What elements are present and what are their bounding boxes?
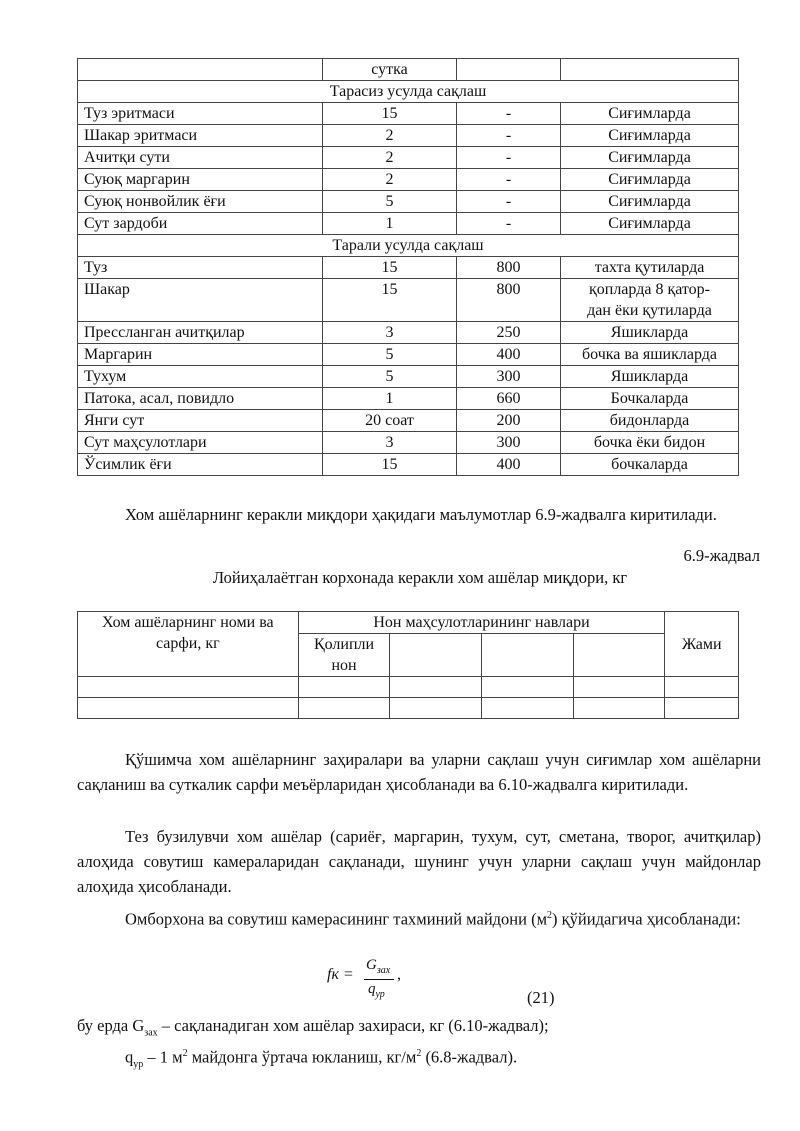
table-cell: Ачитқи сути xyxy=(78,147,323,169)
table-cell: Туз эритмаси xyxy=(78,103,323,125)
text: бу ерда G xyxy=(77,1016,145,1035)
table-cell: Сиғимларда xyxy=(561,125,739,147)
table-cell: Бочкаларда xyxy=(561,388,739,410)
table-cell: бочка ёки бидон xyxy=(561,432,739,454)
table-cell xyxy=(390,677,482,698)
column-header xyxy=(390,634,482,677)
text: (6.8-жадвал). xyxy=(421,1047,518,1067)
table-row xyxy=(78,191,739,213)
paragraph xyxy=(77,903,761,932)
column-header: Нон маҳсулотларининг навлари xyxy=(298,612,665,634)
column-header xyxy=(573,634,665,677)
table-cell: 2 xyxy=(323,169,457,191)
text: ) қўйидагича ҳисобланади: xyxy=(552,909,741,929)
table-cell: 800 xyxy=(457,279,561,322)
table-cell: бочка ва яшикларда xyxy=(561,344,739,366)
table-cell: қопларда 8 қатор- дан ёки қутиларда xyxy=(561,279,739,322)
table-cell: - xyxy=(457,103,561,125)
table-cell xyxy=(298,677,390,698)
where-line xyxy=(125,1041,761,1077)
table-row xyxy=(78,59,739,81)
table-cell: 3 xyxy=(323,432,457,454)
table-cell: 2 xyxy=(323,125,457,147)
column-header xyxy=(482,634,574,677)
denominator-symbol: q xyxy=(368,981,376,997)
table-cell xyxy=(457,59,561,81)
table-cell: Сиғимларда xyxy=(561,191,739,213)
table-cell: Патока, асал, повидло xyxy=(78,388,323,410)
paragraph: Тез бузилувчи хом ашёлар (сариёғ, маргарин, тухум, сут, сметана, творог, ачитқилар) алоҳида совутиш камераларидан сақланади, шунинг учун уларни сақлаш учун майдонлар алоҳида ҳисобланади. xyxy=(77,827,761,896)
table-cell: 15 xyxy=(323,454,457,476)
column-header: Хом ашёларнинг номи ва сарфи, кг xyxy=(78,612,299,677)
table-cell: 400 xyxy=(457,344,561,366)
table-cell: 800 xyxy=(457,257,561,279)
table-caption: Лойиҳалаётган корхонада керакли хом ашёлар миқдори, кг xyxy=(212,568,628,587)
formula-denominator xyxy=(368,981,385,1000)
table-row xyxy=(78,388,739,410)
table-cell xyxy=(78,698,299,719)
table-cell xyxy=(561,59,739,81)
table-cell: 400 xyxy=(457,454,561,476)
paragraph: Хом ашёларнинг керакли миқдори ҳақидаги маълумотлар 6.9-жадвалга киритилади. xyxy=(125,505,717,524)
table-label: 6.9-жадвал xyxy=(683,546,760,565)
table-cell: бидонларда xyxy=(561,410,739,432)
table-cell: 15 xyxy=(323,103,457,125)
table-cell: 1 xyxy=(323,213,457,235)
table-row xyxy=(78,169,739,191)
table-cell: 5 xyxy=(323,344,457,366)
table-cell xyxy=(482,698,574,719)
table-row xyxy=(78,257,739,279)
table-cell: 200 xyxy=(457,410,561,432)
table-cell xyxy=(573,698,665,719)
table-cell: Прессланган ачитқилар xyxy=(78,322,323,344)
table-cell: Ўсимлик ёғи xyxy=(78,454,323,476)
table-row xyxy=(78,366,739,388)
table-cell: Туз xyxy=(78,257,323,279)
table-cell xyxy=(390,698,482,719)
table-row xyxy=(78,125,739,147)
table-cell: 660 xyxy=(457,388,561,410)
storage-norms-table xyxy=(77,58,739,476)
table-cell: Сиғимларда xyxy=(561,103,739,125)
table-row xyxy=(78,454,739,476)
table-row xyxy=(78,103,739,125)
table-cell: 15 xyxy=(323,279,457,322)
table-cell: Янги сут xyxy=(78,410,323,432)
superscript: 2 xyxy=(547,910,553,921)
table-cell: 300 xyxy=(457,366,561,388)
table-row xyxy=(78,677,739,698)
subscript: ур xyxy=(133,1058,144,1070)
formula-number: (21) xyxy=(527,988,555,1007)
fraction-line xyxy=(364,979,394,980)
table-cell: 5 xyxy=(323,366,457,388)
table-cell: Тухум xyxy=(78,366,323,388)
table-cell xyxy=(78,677,299,698)
column-header: Қолипли нон xyxy=(298,634,390,677)
superscript: 2 xyxy=(416,1048,422,1059)
section-heading: Тарали усулда сақлаш xyxy=(78,235,739,257)
section-row xyxy=(78,81,739,103)
table-row xyxy=(78,213,739,235)
table-cell: 5 xyxy=(323,191,457,213)
table-cell: 300 xyxy=(457,432,561,454)
table-cell xyxy=(482,677,574,698)
table-cell xyxy=(78,59,323,81)
table-cell xyxy=(665,677,739,698)
text: q xyxy=(125,1047,134,1067)
table-cell: Сиғимларда xyxy=(561,213,739,235)
table-cell xyxy=(298,698,390,719)
table-cell: 20 соат xyxy=(323,410,457,432)
table-cell: Суюқ маргарин xyxy=(78,169,323,191)
section-row xyxy=(78,235,739,257)
table-cell: 3 xyxy=(323,322,457,344)
formula-numerator xyxy=(366,957,390,976)
table-cell: тахта қутиларда xyxy=(561,257,739,279)
table-cell: Суюқ нонвойлик ёғи xyxy=(78,191,323,213)
text: майдонга ўртача юкланиш, кг/м xyxy=(187,1047,417,1067)
table-cell: сутка xyxy=(323,59,457,81)
formula-comma: , xyxy=(397,966,401,983)
numerator-subscript: зах xyxy=(376,965,391,976)
table-cell: Шакар эритмаси xyxy=(78,125,323,147)
table-cell: Яшикларда xyxy=(561,322,739,344)
superscript: 2 xyxy=(182,1048,188,1059)
section-heading: Тарасиз усулда сақлаш xyxy=(78,81,739,103)
paragraph: Қўшимча хом ашёларнинг заҳиралари ва уларни сақлаш учун сиғимлар хом ашёларни сақланиш ва суткалик сарфи меъёрларидан ҳисобланади ва 6.10-жадвалга киритилади. xyxy=(77,750,761,794)
formula-lhs: fк = xyxy=(327,966,354,983)
column-header: Жами xyxy=(665,612,739,677)
table-cell: 1 xyxy=(323,388,457,410)
table-cell: Маргарин xyxy=(78,344,323,366)
table-cell: - xyxy=(457,191,561,213)
table-cell: Яшикларда xyxy=(561,366,739,388)
table-cell: Сут маҳсулотлари xyxy=(78,432,323,454)
table-row xyxy=(78,147,739,169)
table-cell: - xyxy=(457,125,561,147)
table-cell: - xyxy=(457,147,561,169)
table-row xyxy=(78,612,739,634)
text: – сақланадиган хом ашёлар захираси, кг (6.10-жадвал); xyxy=(157,1016,549,1035)
table-row xyxy=(78,432,739,454)
denominator-subscript: ур xyxy=(375,989,385,1000)
table-cell: бочкаларда xyxy=(561,454,739,476)
subscript: зах xyxy=(144,1027,158,1039)
table-cell: 2 xyxy=(323,147,457,169)
table-cell xyxy=(573,677,665,698)
table-cell: Шакар xyxy=(78,279,323,322)
table-cell: Сут зардоби xyxy=(78,213,323,235)
table-cell: 15 xyxy=(323,257,457,279)
table-row xyxy=(78,279,739,322)
table-row xyxy=(78,344,739,366)
table-cell: Сиғимларда xyxy=(561,169,739,191)
table-row xyxy=(78,410,739,432)
table-row xyxy=(78,698,739,719)
raw-materials-table xyxy=(77,611,739,719)
table-cell: - xyxy=(457,213,561,235)
table-cell: Сиғимларда xyxy=(561,147,739,169)
text: Омборхона ва совутиш камерасининг тахминий майдони (м xyxy=(125,909,548,929)
text: – 1 м xyxy=(143,1047,183,1067)
table-row xyxy=(78,322,739,344)
table-cell: 250 xyxy=(457,322,561,344)
table-cell xyxy=(665,698,739,719)
numerator-symbol: G xyxy=(366,957,377,973)
table-cell: - xyxy=(457,169,561,191)
